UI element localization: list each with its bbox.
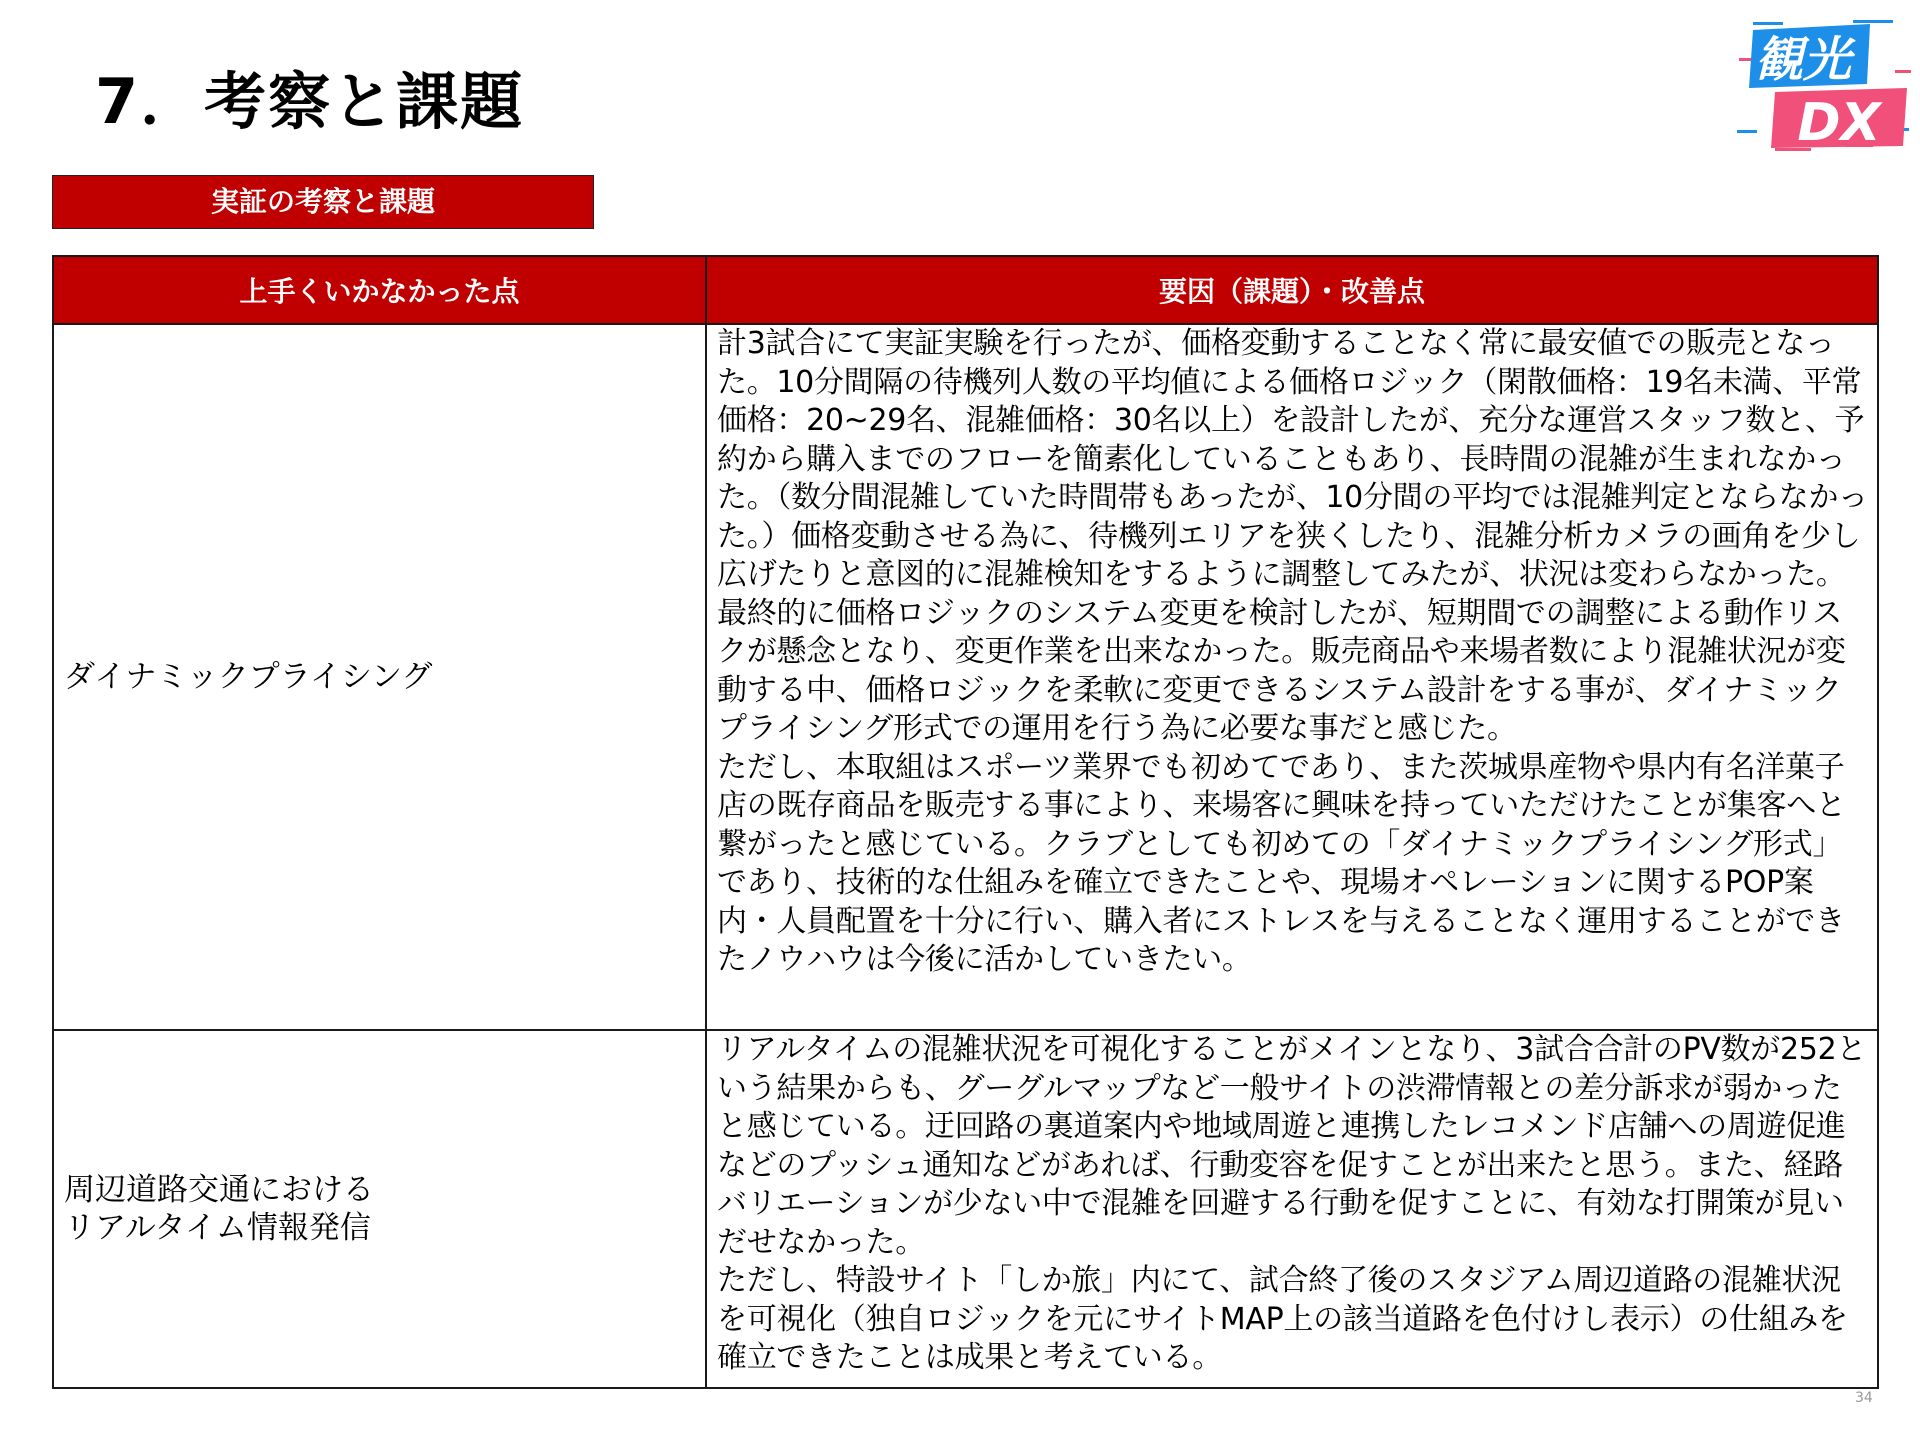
header-issue: 上手くいかなかった点 [53, 256, 706, 324]
detail-paragraph: ただし、本取組はスポーツ業界でも初めてであり、また茨城県産物や県内有名洋菓子店の既存商品を販売する事により、来場客に興味を持っていただけたことが集客へと繋がったと感じている。クラブとしても初めての「ダイナミックプライシング形式」であり、技術的な仕組みを確立できたことや、現場オペレーションに関するPOP案内・人員配置を十分に行い、購入者にストレスを与えることなく運用することができたノウハウは今後に活かしていきたい。 [717, 749, 1846, 977]
item-line: リアルタイム情報発信 [64, 1210, 371, 1246]
detail-paragraph: 計3試合にて実証実験を行ったが、価格変動することなく常に最安値での販売となった。10分間隔の待機列人数の平均値による価格ロジック（閑散価格：19名未満、平常価格：20~29名、混雑価格：30名以上）を設計したが、充分な運営スタッフ数と、予約から購入までのフローを簡素化していることもあり、長時間の混雑が生まれなかった。（数分間混雑していた時間帯もあったが、10分間の平均では混雑判定とならなかった。）価格変動させる為に、待機列エリアを狭くしたり、混雑分析カメラの画角を少し広げたりと意図的に混雑検知をするように調整してみたが、状況は変わらなかった。 [717, 326, 1868, 592]
item-line: 周辺道路交通における [64, 1172, 374, 1208]
svg-text:観光: 観光 [1754, 32, 1852, 88]
page-title: 7．考察と課題 [95, 65, 525, 138]
row-detail-dynamic-pricing [706, 324, 1878, 1030]
header-cause-improvement: 要因（課題）・改善点 [706, 256, 1878, 324]
row-item-road-traffic [53, 1030, 706, 1388]
table-row [53, 1030, 1878, 1388]
section-label: 実証の考察と課題 [52, 175, 594, 229]
detail-paragraph: ただし、特設サイト「しか旅」内にて、試合終了後のスタジアム周辺道路の混雑状況を可視化（独自ロジックを元にサイトMAP上の該当道路を色付けし表示）の仕組みを確立できたことは成果と考えている。 [717, 1263, 1848, 1375]
table-row [53, 324, 1878, 1030]
issues-table [52, 255, 1879, 1389]
detail-paragraph: 最終的に価格ロジックのシステム変更を検討したが、短期間での調整による動作リスクが懸念となり、変更作業を出来なかった。販売商品や来場者数により混雑状況が変動する中、価格ロジックを柔軟に変更できるシステム設計をする事が、ダイナミックプライシング形式での運用を行う為に必要な事だと感じた。 [717, 595, 1846, 746]
page-number: 34 [1855, 1390, 1873, 1406]
svg-text:DX: DX [1797, 93, 1881, 153]
table-header-row [53, 256, 1878, 324]
row-detail-road-traffic [706, 1030, 1878, 1388]
kanko-dx-logo [1735, 18, 1915, 158]
row-item-dynamic-pricing: ダイナミックプライシング [53, 324, 706, 1030]
detail-paragraph: リアルタイムの混雑状況を可視化することがメインとなり、3試合合計のPV数が252という結果からも、グーグルマップなど一般サイトの渋滞情報との差分訴求が弱かったと感じている。迂回路の裏道案内や地域周遊と連携したレコメンド店舗への周遊促進などのプッシュ通知などがあれば、行動変容を促すことが出来たと思う。また、経路バリエーションが少ない中で混雑を回避する行動を促すことに、有効な打開策が見いだせなかった。 [717, 1032, 1867, 1260]
